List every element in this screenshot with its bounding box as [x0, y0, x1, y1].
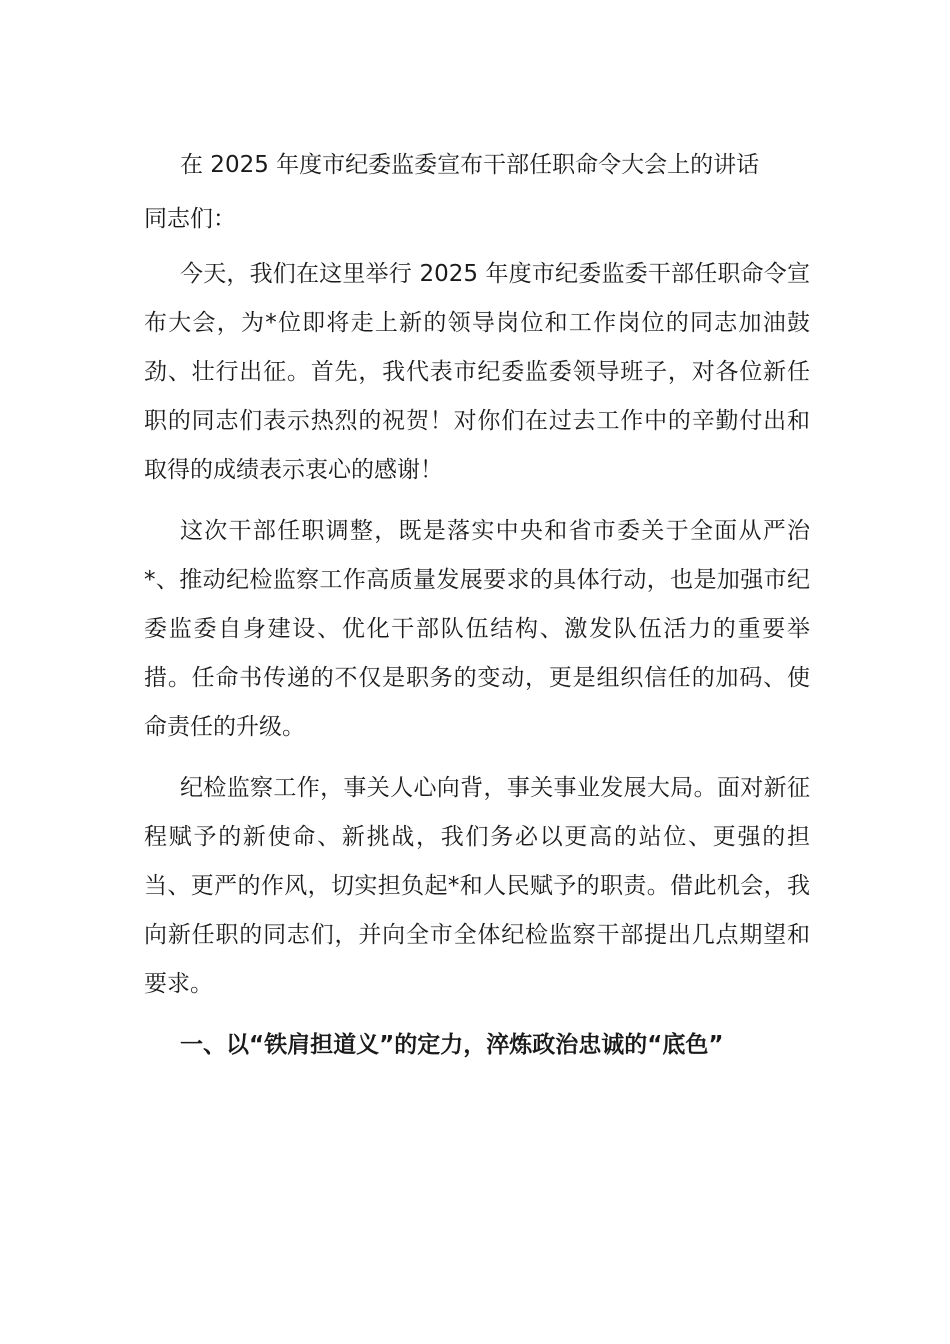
paragraph-opening: 今天，我们在这里举行 2025 年度市纪委监委干部任职命令宣布大会，为*位即将走上新的领导岗位和工作岗位的同志加油鼓劲、壮行出征。首先，我代表市纪委监委领导班子，对各位新任职的同志们表示热烈的祝贺！对你们在过去工作中的辛勤付出和取得的成绩表示衷心的感谢！: [144, 261, 810, 483]
paragraph-expectations: 纪检监察工作，事关人心向背，事关事业发展大局。面对新征程赋予的新使命、新挑战，我们务必以更高的站位、更强的担当、更严的作风，切实担负起*和人民赋予的职责。借此机会，我向新任职的同志们，并向全市全体纪检监察干部提出几点期望和要求。: [144, 775, 810, 997]
paragraph-adjustment: 这次干部任职调整，既是落实中央和省市委关于全面从严治*、推动纪检监察工作高质量发展要求的具体行动，也是加强市纪委监委自身建设、优化干部队伍结构、激发队伍活力的重要举措。任命书传递的不仅是职务的变动，更是组织信任的加码、使命责任的升级。: [144, 518, 810, 740]
speech-title: 在 2025 年度市纪委监委宣布干部任职命令大会上的讲话: [180, 152, 760, 178]
section-heading-one: 一、以“铁肩担道义”的定力，淬炼政治忠诚的“底色”: [180, 1032, 724, 1058]
salutation: 同志们：: [144, 206, 236, 232]
document-body: [144, 140, 810, 1070]
